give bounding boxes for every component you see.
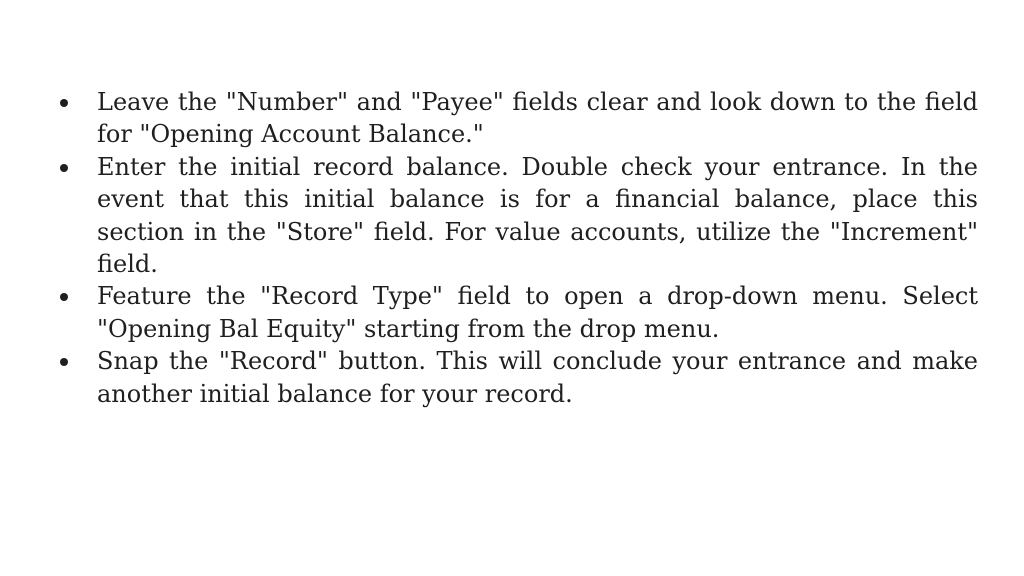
list-item bbox=[56, 86, 978, 151]
list-item bbox=[56, 280, 978, 345]
list-item-text: Leave the "Number" and "Payee" fields clear and look down to the field for "Opening Account Balance." bbox=[97, 88, 978, 149]
list-item bbox=[56, 151, 978, 281]
bullet-icon bbox=[60, 293, 68, 301]
list-item-text: Enter the initial record balance. Double check your entrance. In the event that this initial balance is for a financial balance, place this section in the "Store" field. For value accounts, utilize the "Increment" field. bbox=[97, 152, 978, 279]
list-item-text: Feature the "Record Type" field to open a drop-down menu. Select "Opening Bal Equity" starting from the drop menu. bbox=[97, 282, 978, 343]
list-item-text: Snap the "Record" button. This will conclude your entrance and make another initial balance for your record. bbox=[97, 347, 978, 408]
bullet-icon bbox=[60, 164, 68, 172]
bullet-icon bbox=[60, 358, 68, 366]
bullet-list bbox=[56, 86, 978, 410]
bullet-icon bbox=[60, 99, 68, 107]
list-item bbox=[56, 345, 978, 410]
